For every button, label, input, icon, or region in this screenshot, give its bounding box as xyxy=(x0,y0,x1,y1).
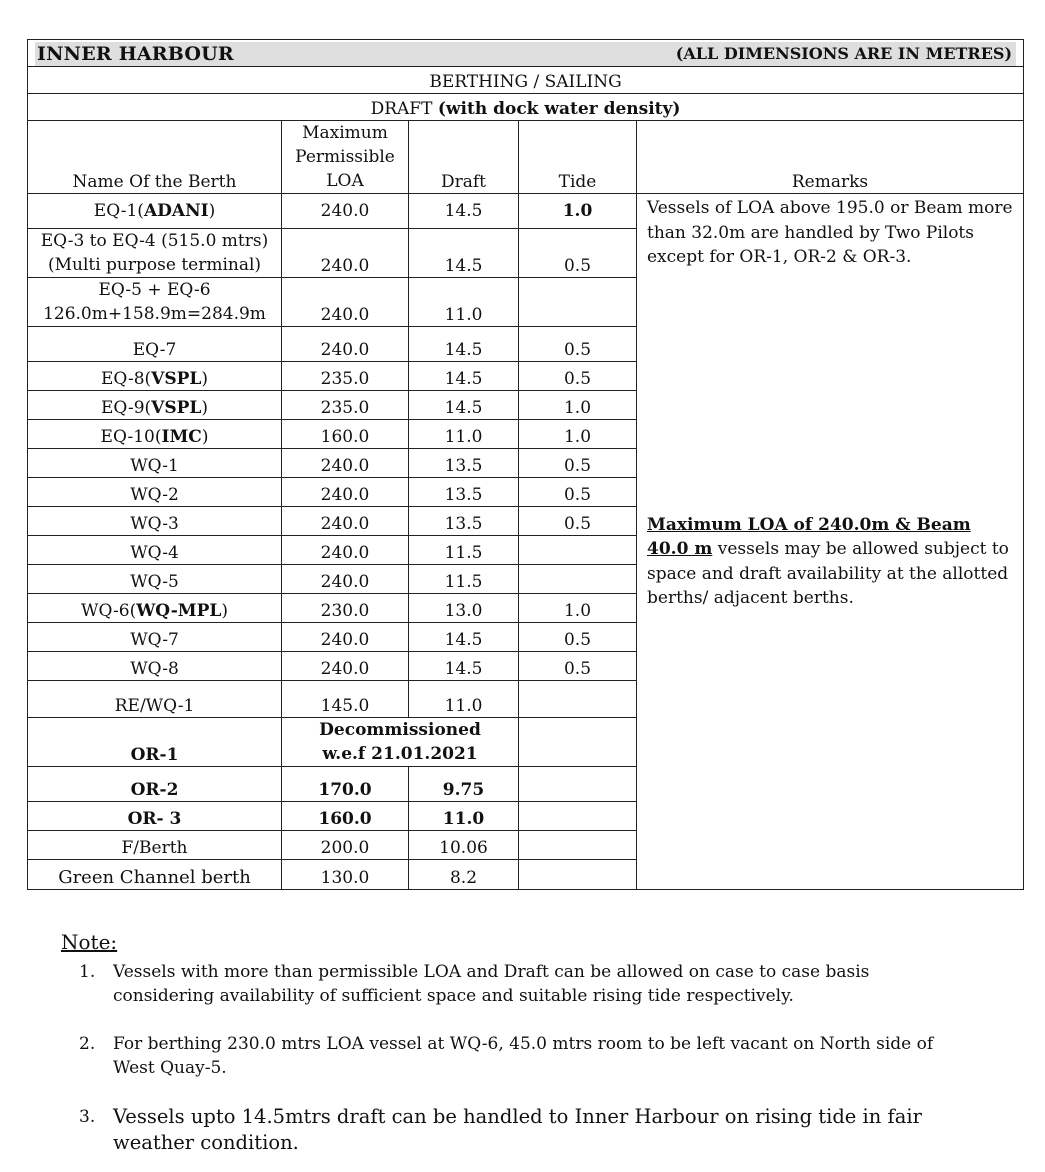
loa-cell: 160.0 xyxy=(282,802,409,831)
berth-cell: OR-1 xyxy=(28,718,282,767)
berth-cell: WQ-2 xyxy=(28,478,282,507)
berth-cell: RE/WQ-1 xyxy=(28,681,282,718)
draft-cell: 11.0 xyxy=(409,278,519,327)
tide-cell: 0.5 xyxy=(519,362,637,391)
decommissioned-cell: Decommissioned w.e.f 21.01.2021 xyxy=(282,718,519,767)
remarks-cell xyxy=(637,194,1024,890)
tide-cell xyxy=(519,718,637,767)
draft-cell: 11.0 xyxy=(409,420,519,449)
note-item xyxy=(61,1104,961,1156)
loa-cell: 240.0 xyxy=(282,507,409,536)
col-header-tide: Tide xyxy=(519,121,637,194)
loa-cell: 130.0 xyxy=(282,860,409,890)
tide-cell xyxy=(519,536,637,565)
loa-cell: 170.0 xyxy=(282,767,409,802)
draft-cell: 14.5 xyxy=(409,623,519,652)
tide-cell: 1.0 xyxy=(519,420,637,449)
berth-cell: WQ-7 xyxy=(28,623,282,652)
tide-cell: 1.0 xyxy=(519,194,637,229)
tide-cell: 0.5 xyxy=(519,229,637,278)
tide-cell: 0.5 xyxy=(519,623,637,652)
tide-cell xyxy=(519,860,637,890)
tide-cell: 0.5 xyxy=(519,507,637,536)
loa-header-line2: Permissible xyxy=(295,147,395,167)
tide-cell: 1.0 xyxy=(519,594,637,623)
loa-cell: 240.0 xyxy=(282,194,409,229)
berth-cell: OR-2 xyxy=(28,767,282,802)
notes-section xyxy=(61,930,961,1156)
loa-cell: 240.0 xyxy=(282,652,409,681)
tide-cell: 0.5 xyxy=(519,652,637,681)
tide-cell: 1.0 xyxy=(519,391,637,420)
berth-cell: F/Berth xyxy=(28,831,282,860)
loa-cell: 230.0 xyxy=(282,594,409,623)
draft-label: DRAFT xyxy=(370,99,433,119)
title-banner xyxy=(28,40,1024,67)
draft-cell: 14.5 xyxy=(409,391,519,420)
note-item xyxy=(61,960,961,1008)
loa-cell: 200.0 xyxy=(282,831,409,860)
tide-cell: 0.5 xyxy=(519,478,637,507)
loa-cell: 240.0 xyxy=(282,536,409,565)
note-text: For berthing 230.0 mtrs LOA vessel at WQ-6, 45.0 mtrs room to be left vacant on North side of West Quay-5. xyxy=(113,1034,934,1078)
loa-cell: 240.0 xyxy=(282,327,409,362)
tide-cell xyxy=(519,278,637,327)
draft-cell: 13.5 xyxy=(409,478,519,507)
loa-cell: 240.0 xyxy=(282,565,409,594)
note-item xyxy=(61,1032,961,1080)
subtitle: BERTHING / SAILING xyxy=(28,67,1024,94)
draft-qualifier: (with dock water density) xyxy=(437,99,681,119)
draft-cell: 14.5 xyxy=(409,327,519,362)
draft-cell: 13.5 xyxy=(409,507,519,536)
loa-header-line1: Maximum xyxy=(302,123,388,143)
col-header-draft: Draft xyxy=(409,121,519,194)
berth-cell: EQ-10(IMC) xyxy=(28,420,282,449)
berthing-document xyxy=(27,39,1023,890)
tide-cell xyxy=(519,767,637,802)
berth-cell: WQ-4 xyxy=(28,536,282,565)
draft-cell: 8.2 xyxy=(409,860,519,890)
loa-cell: 235.0 xyxy=(282,362,409,391)
loa-cell: 240.0 xyxy=(282,478,409,507)
note-text: Vessels with more than permissible LOA and Draft can be allowed on case to case basis considering availability of sufficient space and suitable rising tide respectively. xyxy=(113,962,870,1006)
draft-cell: 14.5 xyxy=(409,362,519,391)
note-text: Vessels upto 14.5mtrs draft can be handled to Inner Harbour on rising tide in fair weather condition. xyxy=(113,1105,922,1154)
draft-cell: 11.0 xyxy=(409,681,519,718)
tide-cell xyxy=(519,802,637,831)
col-header-remarks: Remarks xyxy=(637,121,1024,194)
berth-cell: WQ-6(WQ-MPL) xyxy=(28,594,282,623)
note-number: 2. xyxy=(79,1034,96,1054)
dimensions-note: (ALL DIMENSIONS ARE IN METRES) xyxy=(675,44,1013,63)
berth-cell: EQ-5 + EQ-6 126.0m+158.9m=284.9m xyxy=(28,278,282,327)
berth-cell: EQ-3 to EQ-4 (515.0 mtrs) (Multi purpose terminal) xyxy=(28,229,282,278)
note-number: 3. xyxy=(79,1107,96,1127)
berth-cell: WQ-5 xyxy=(28,565,282,594)
draft-cell: 11.0 xyxy=(409,802,519,831)
loa-cell: 240.0 xyxy=(282,278,409,327)
draft-cell: 9.75 xyxy=(409,767,519,802)
table-row xyxy=(28,194,1024,229)
draft-cell: 11.5 xyxy=(409,536,519,565)
note-number: 1. xyxy=(79,962,96,982)
berth-cell: WQ-3 xyxy=(28,507,282,536)
tide-cell xyxy=(519,831,637,860)
loa-cell: 235.0 xyxy=(282,391,409,420)
draft-cell: 11.5 xyxy=(409,565,519,594)
berthing-table xyxy=(27,39,1024,890)
berth-cell: EQ-1(ADANI) xyxy=(28,194,282,229)
tide-cell xyxy=(519,681,637,718)
loa-cell: 145.0 xyxy=(282,681,409,718)
tide-cell: 0.5 xyxy=(519,327,637,362)
berth-cell: WQ-1 xyxy=(28,449,282,478)
loa-cell: 240.0 xyxy=(282,623,409,652)
page-title: INNER HARBOUR xyxy=(37,43,234,65)
loa-cell: 160.0 xyxy=(282,420,409,449)
draft-cell: 14.5 xyxy=(409,652,519,681)
berth-cell: EQ-8(VSPL) xyxy=(28,362,282,391)
draft-cell: 14.5 xyxy=(409,194,519,229)
loa-cell: 240.0 xyxy=(282,229,409,278)
notes-title: Note: xyxy=(61,930,118,954)
tide-cell xyxy=(519,565,637,594)
draft-cell: 14.5 xyxy=(409,229,519,278)
berth-cell: WQ-8 xyxy=(28,652,282,681)
col-header-berth: Name Of the Berth xyxy=(28,121,282,194)
remark-pilots: Vessels of LOA above 195.0 or Beam more than 32.0m are handled by Two Pilots except for OR-1, OR-2 & OR-3. xyxy=(647,198,1013,267)
tide-cell: 0.5 xyxy=(519,449,637,478)
loa-header-line3: LOA xyxy=(326,171,364,191)
draft-cell: 10.06 xyxy=(409,831,519,860)
berth-cell: EQ-7 xyxy=(28,327,282,362)
remark-max-loa: Maximum LOA of 240.0m & Beam 40.0 m vessels may be allowed subject to space and draft availability at the allotted berths/ adjacent berths. xyxy=(647,514,1009,608)
berth-cell: Green Channel berth xyxy=(28,860,282,890)
loa-cell: 240.0 xyxy=(282,449,409,478)
col-header-loa xyxy=(282,121,409,194)
berth-cell: OR- 3 xyxy=(28,802,282,831)
draft-heading xyxy=(28,94,1024,121)
draft-cell: 13.5 xyxy=(409,449,519,478)
draft-cell: 13.0 xyxy=(409,594,519,623)
berth-cell: EQ-9(VSPL) xyxy=(28,391,282,420)
